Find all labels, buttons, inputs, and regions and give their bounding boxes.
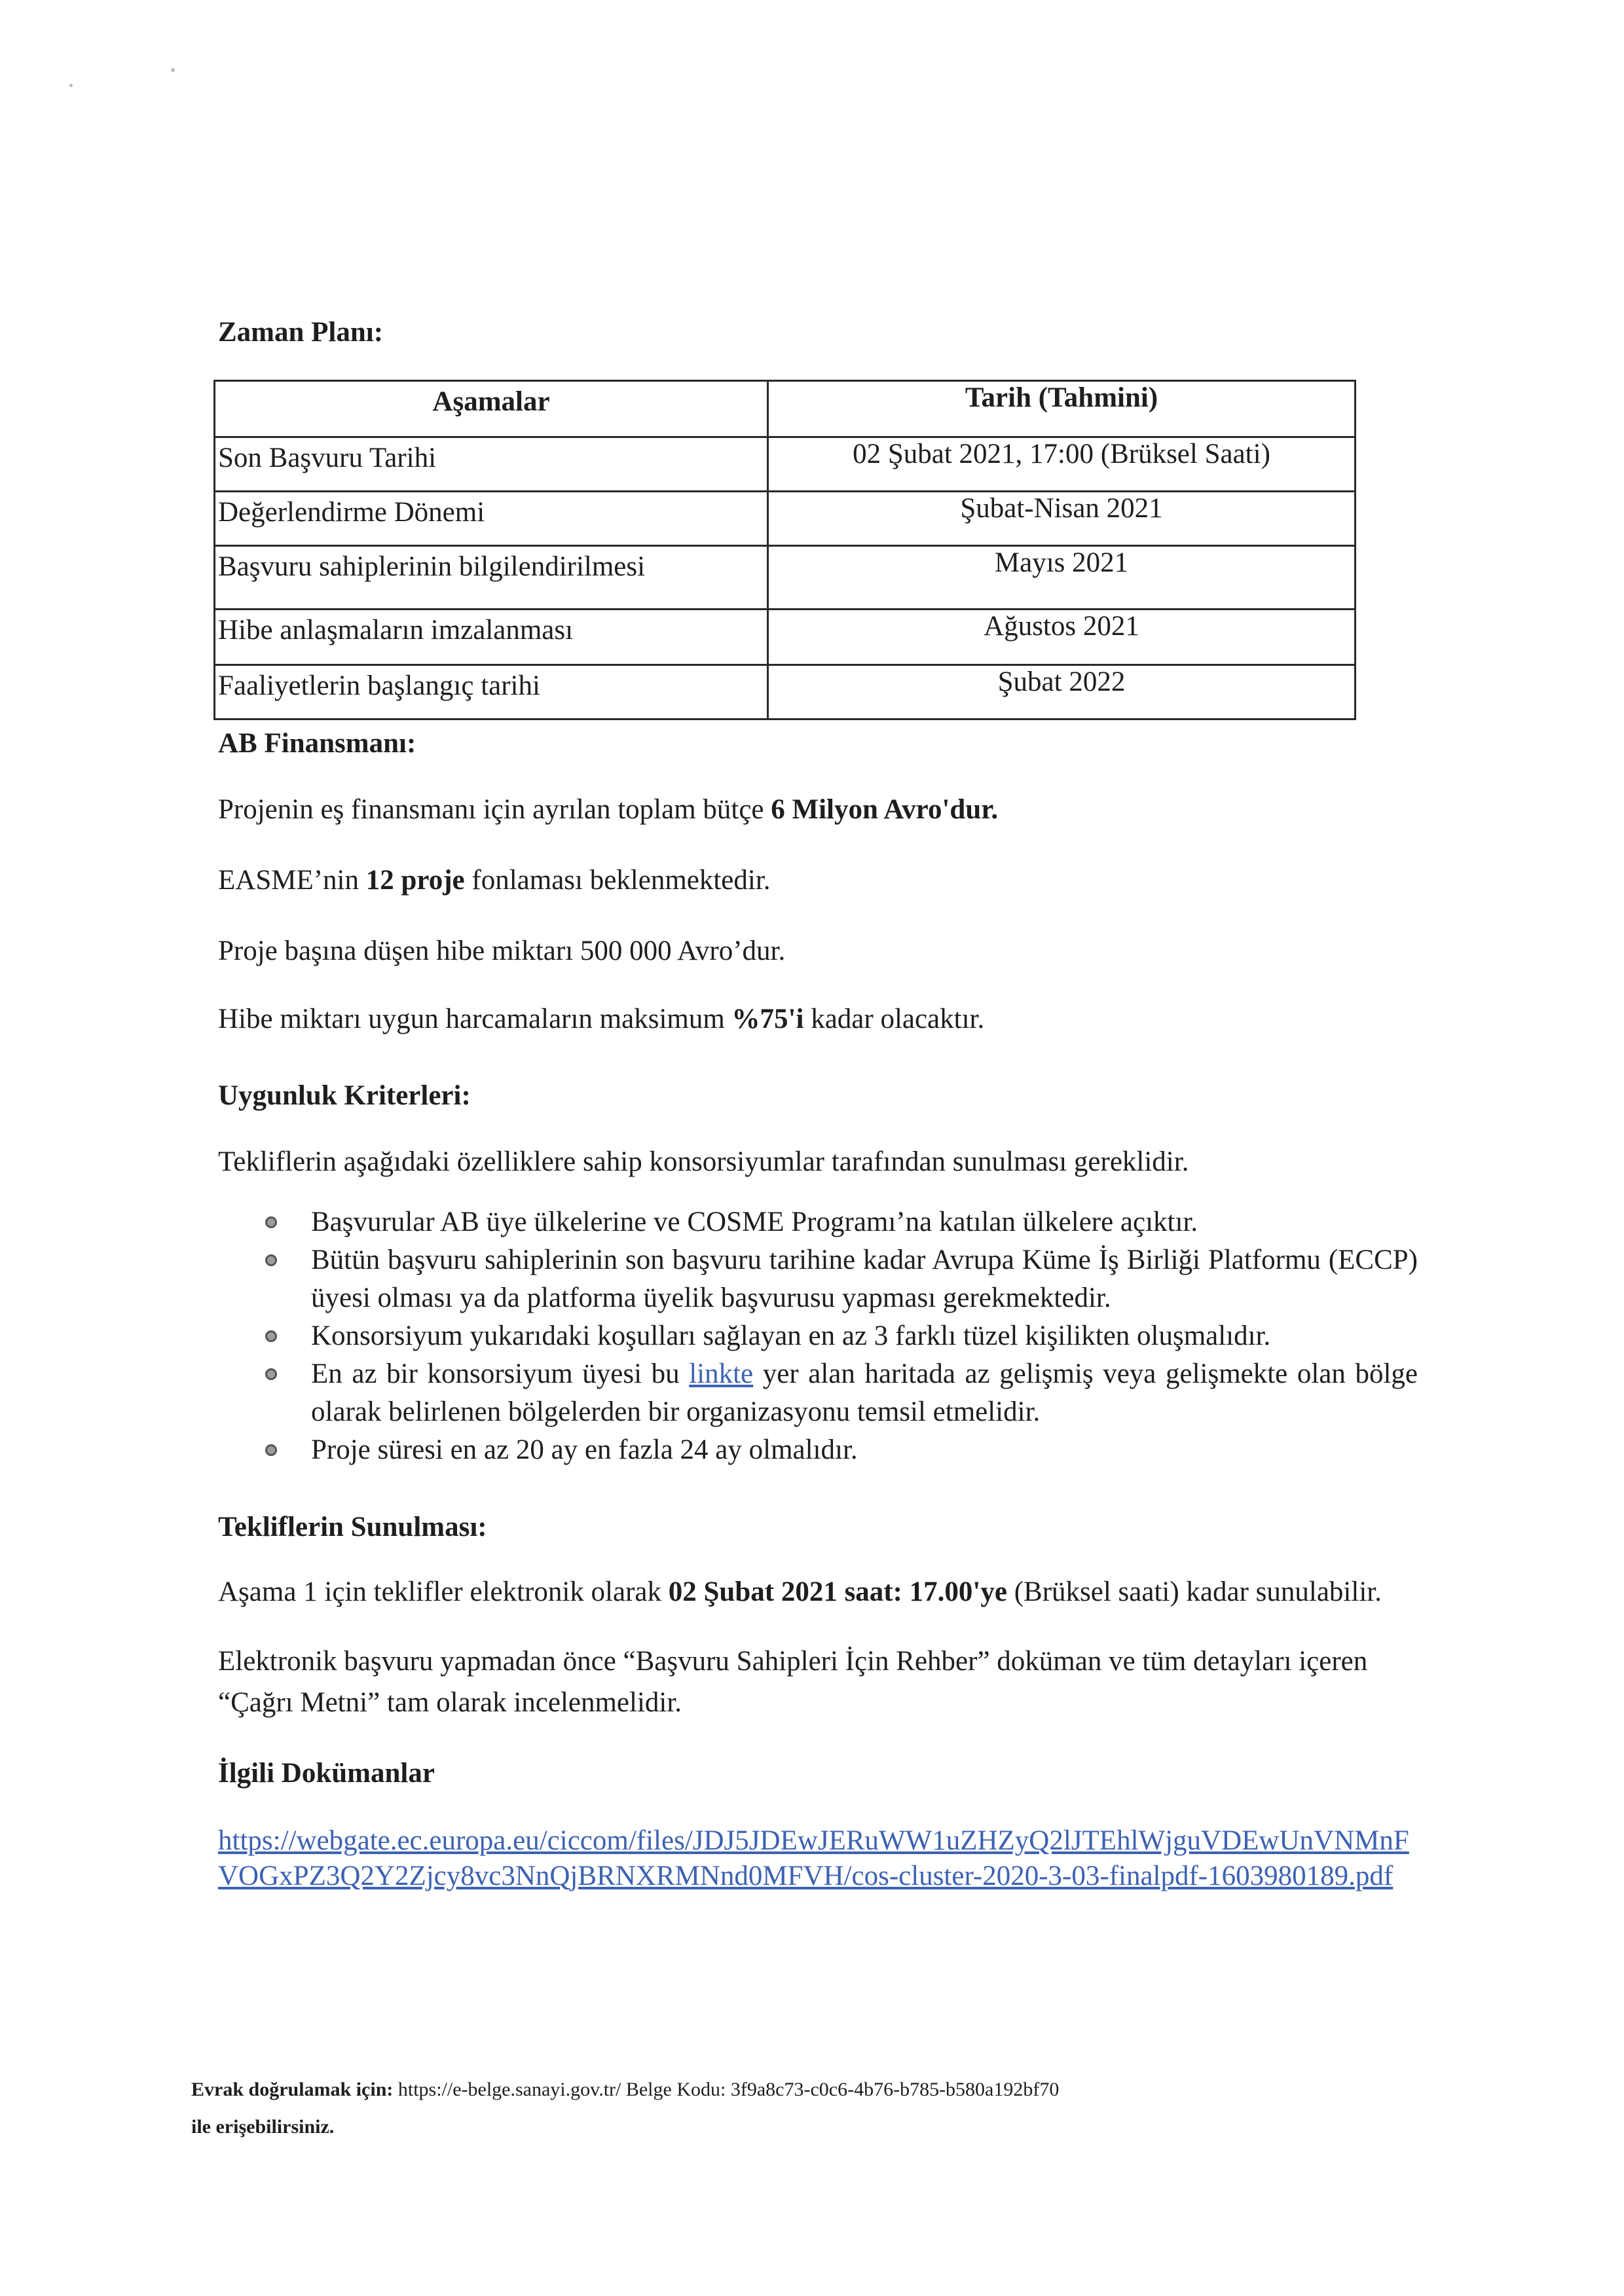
criterion-line: Konsorsiyum yukarıdaki koşulları sağlayan en az 3 farklı tüzel kişilikten oluşmalıdır. (311, 1321, 1271, 1351)
max-rate-text-after: kadar olacaktır. (803, 1004, 985, 1034)
verification-footer (191, 2071, 1435, 2145)
bullet-icon (265, 1254, 277, 1266)
projects-text-before: EASME’nin (218, 865, 366, 896)
column-header-date: Tarih (Tahmini) (768, 381, 1356, 437)
date-cell: Şubat-Nisan 2021 (768, 492, 1356, 546)
footer-code: 3f9a8c73-c0c6-4b76-b785-b580a192bf70 (730, 2079, 1060, 2100)
stage-cell: Değerlendirme Dönemi (215, 492, 768, 546)
max-rate-paragraph (218, 1003, 984, 1036)
footer-line (191, 2108, 1435, 2145)
table-row (215, 437, 1356, 492)
criterion-line: Başvurular AB üye ülkelerine ve COSME Programı’na katılan ülkelere açıktır. (311, 1207, 1198, 1237)
list-item (311, 1203, 1418, 1241)
footer-label: Evrak doğrulamak için: (191, 2079, 394, 2100)
criterion-text-after-link: yer alan haritada az gelişmiş veya gelişmekte olan bölge (753, 1358, 1418, 1389)
bullet-icon (265, 1444, 277, 1456)
criterion-line: Bütün başvuru sahiplerinin son başvuru tarihine kadar Avrupa Küme İş Birliği Platformu (ECCP) (311, 1245, 1418, 1275)
footer-url: https://e-belge.sanayi.gov.tr/ (397, 2079, 621, 2100)
eligibility-heading: Uygunluk Kriterleri: (218, 1080, 471, 1111)
deadline-paragraph (218, 1576, 1382, 1609)
budget-paragraph (218, 793, 998, 826)
table-row (215, 610, 1356, 665)
stage-cell: Başvuru sahiplerinin bilgilendirilmesi (215, 546, 768, 610)
projects-paragraph (218, 864, 771, 897)
map-link[interactable]: linkte (689, 1358, 754, 1389)
table-row (215, 492, 1356, 546)
document-link-line[interactable]: VOGxPZ3Q2Y2Zjcy8vc3NnQjBRNXRMNnd0MFVH/cos-cluster-2020-3-03-finalpdf-1603980189.pdf (218, 1861, 1393, 1891)
budget-amount: 6 Milyon Avro'dur. (771, 794, 999, 825)
grant-per-project-paragraph: Proje başına düşen hibe miktarı 500 000 Avro’dur. (218, 936, 786, 966)
deadline-text-before: Aşama 1 için teklifler elektronik olarak (218, 1576, 669, 1607)
bullet-icon (265, 1216, 277, 1228)
bullet-icon (265, 1330, 277, 1342)
submission-heading: Tekliflerin Sunulması: (218, 1512, 487, 1542)
list-item (311, 1241, 1418, 1317)
table-row (215, 665, 1356, 720)
review-line: “Çağrı Metni” tam olarak incelenmelidir. (218, 1687, 682, 1718)
table-row (215, 546, 1356, 610)
stage-cell: Hibe anlaşmaların imzalanması (215, 610, 768, 665)
review-paragraph (218, 1641, 1462, 1723)
date-cell: Ağustos 2021 (768, 610, 1356, 665)
criterion-line: Proje süresi en az 20 ay en fazla 24 ay olmalıdır. (311, 1434, 858, 1465)
deadline-text-after: (Brüksel saati) kadar sunulabilir. (1006, 1576, 1382, 1607)
documents-link-block (218, 1823, 1528, 1894)
timeline-heading: Zaman Planı: (218, 317, 384, 348)
footer-line (191, 2071, 1435, 2108)
list-item (311, 1317, 1418, 1355)
bullet-icon (265, 1368, 277, 1380)
list-item (311, 1431, 1418, 1469)
column-header-stage: Aşamalar (215, 381, 768, 437)
eligibility-intro: Tekliflerin aşağıdaki özelliklere sahip konsorsiyumlar tarafından sunulması gereklidir. (218, 1146, 1189, 1177)
criterion-line: üyesi olması ya da platforma üyelik başvurusu yapması gerekmektedir. (311, 1283, 1111, 1313)
max-rate-value: %75'i (731, 1004, 804, 1034)
criterion-line (311, 1355, 1418, 1393)
stage-cell: Son Başvuru Tarihi (215, 437, 768, 492)
criterion-line: olarak belirlenen bölgelerden bir organizasyonu temsil etmelidir. (311, 1396, 1041, 1427)
list-item (311, 1355, 1418, 1431)
footer-line-2: ile erişebilirsiniz. (191, 2116, 335, 2138)
deadline-date: 02 Şubat 2021 saat: 17.00'ye (668, 1576, 1007, 1607)
table-header-row (215, 381, 1356, 437)
projects-count: 12 proje (365, 865, 465, 896)
date-cell: Mayıs 2021 (768, 546, 1356, 610)
footer-code-label: Belge Kodu: (625, 2079, 726, 2100)
document-link-line[interactable]: https://webgate.ec.europa.eu/ciccom/files/JDJ5JDEwJERuWW1uZHZyQ2lJTEhlWjguVDEwUnVNMnF (218, 1825, 1409, 1856)
scan-speck (171, 68, 175, 72)
budget-text: Projenin eş finansmanı için ayrılan toplam bütçe (218, 794, 771, 825)
max-rate-text-before: Hibe miktarı uygun harcamaların maksimum (218, 1004, 732, 1034)
date-cell: 02 Şubat 2021, 17:00 (Brüksel Saati) (768, 437, 1356, 492)
scan-speck (69, 84, 73, 87)
criteria-list (311, 1203, 1418, 1469)
funding-heading: AB Finansmanı: (218, 728, 416, 759)
projects-text-after: fonlaması beklenmektedir. (464, 865, 771, 896)
stage-cell: Faaliyetlerin başlangıç tarihi (215, 665, 768, 720)
date-cell: Şubat 2022 (768, 665, 1356, 720)
documents-heading: İlgili Dokümanlar (218, 1758, 435, 1789)
review-line: Elektronik başvuru yapmadan önce “Başvuru Sahipleri İçin Rehber” doküman ve tüm detayları içeren (218, 1646, 1368, 1677)
timeline-table (213, 380, 1356, 720)
criterion-text-before-link: En az bir konsorsiyum üyesi bu (311, 1358, 690, 1389)
document-link[interactable] (218, 1823, 1528, 1894)
